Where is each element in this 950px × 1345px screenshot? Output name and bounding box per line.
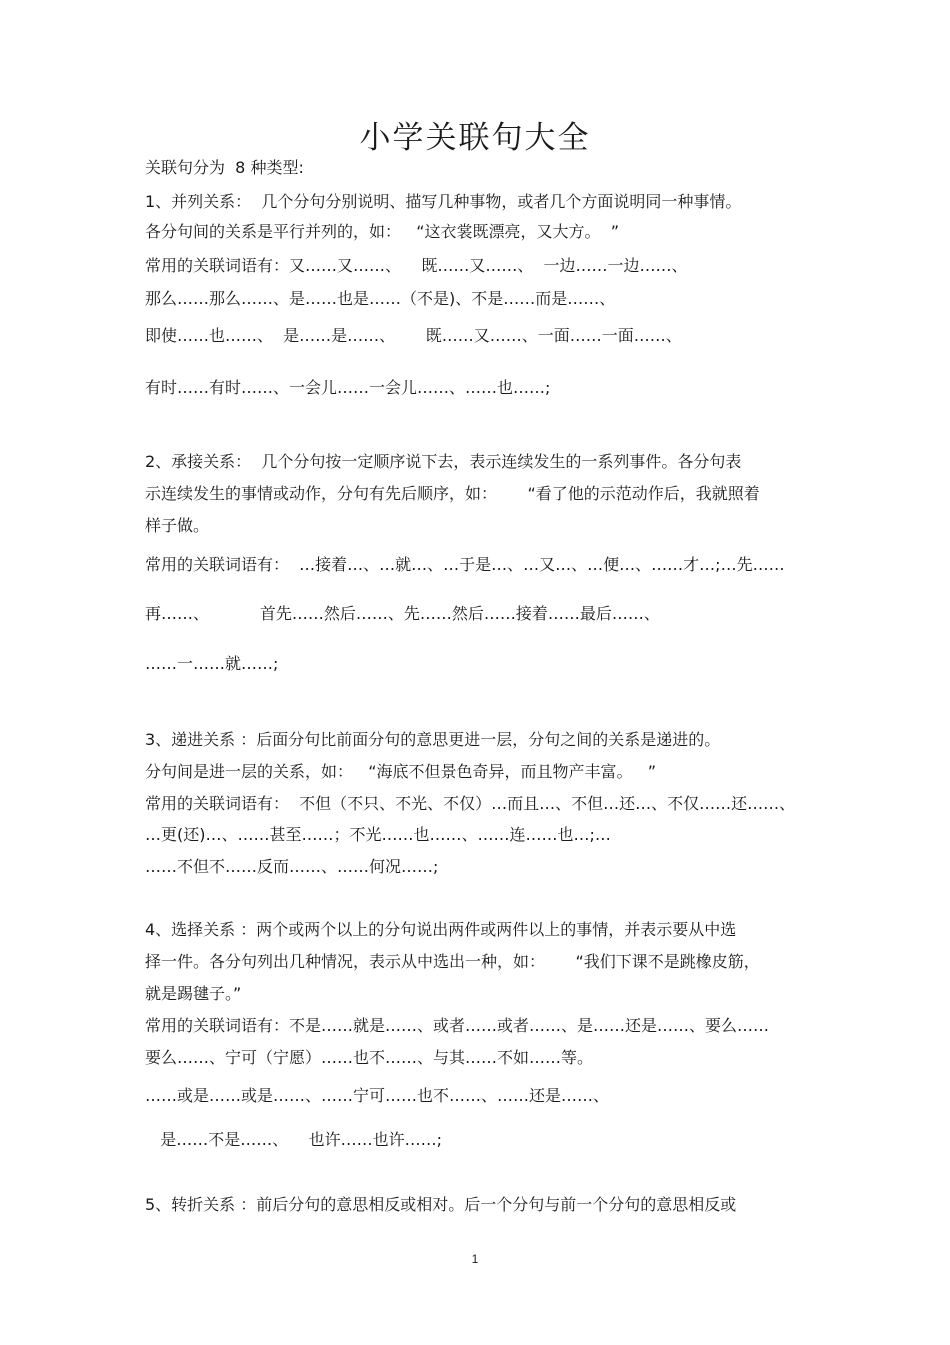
section-1-line-2: 各分句间的关系是平行并列的，如： “这衣裳既漂亮，又大方。 ” xyxy=(145,222,620,241)
section-4-line-3: 就是踢毽子。” xyxy=(145,984,242,1003)
section-4-line-2: 择一件。各分句列出几种情况，表示从中选出一种，如： “我们下课不是跳橡皮筋， xyxy=(145,952,760,971)
section-2-line-5: 再……、 首先……然后……、先……然后……接着……最后……、 xyxy=(145,604,660,623)
section-3-line-4: …更(还)…、……甚至……；不光……也……、……连……也…;… xyxy=(145,825,611,844)
section-1-line-3: 常用的关联词语有：又……又……、 既……又……、 一边……一边……、 xyxy=(145,256,688,275)
section-3-line-5: ……不但不……反而……、……何况……; xyxy=(145,857,439,876)
section-3-line-3: 常用的关联词语有： 不但（不只、不光、不仅）…而且…、不但…还…、不仅……还……、 xyxy=(145,794,796,813)
section-4-line-4: 常用的关联词语有：不是……就是……、或者……或者……、是……还是……、要么…… xyxy=(145,1016,770,1035)
page-number: 1 xyxy=(471,1252,479,1266)
section-3-line-2: 分句间是进一层的关系，如： “海底不但景色奇异，而且物产丰富。 ” xyxy=(145,762,657,781)
section-1-line-1: 1、并列关系： 几个分句分别说明、描写几种事物，或者几个方面说明同一种事情。 xyxy=(145,192,742,211)
section-4-line-6: ……或是……或是……、……宁可……也不……、……还是……、 xyxy=(145,1086,610,1105)
section-5-line-1: 5、转折关系 ：前后分句的意思相反或相对。后一个分句与前一个分句的意思相反或 xyxy=(145,1195,737,1214)
section-2-line-4: 常用的关联词语有： …接着…、…就…、…于是…、…又…、…便…、……才…;…先…… xyxy=(145,555,785,574)
section-1-line-6: 有时……有时……、一会儿……一会儿……、……也……; xyxy=(145,378,551,397)
section-2-line-2: 示连续发生的事情或动作，分句有先后顺序，如： “看了他的示范动作后，我就照着 xyxy=(145,484,760,503)
document-title: 小学关联句大全 xyxy=(359,120,591,156)
section-3-line-1: 3、递进关系 ：后面分句比前面分句的意思更进一层，分句之间的关系是递进的。 xyxy=(145,730,721,749)
section-2-line-3: 样子做。 xyxy=(145,516,210,535)
section-1-line-5: 即使……也……、 是……是……、 既……又……、一面……一面……、 xyxy=(145,326,682,345)
section-4-line-7: 是……不是……、 也许……也许……; xyxy=(145,1130,442,1149)
intro-line: 关联句分为 8 种类型: xyxy=(145,158,304,177)
section-2-line-1: 2、承接关系： 几个分句按一定顺序说下去，表示连续发生的一系列事件。各分句表 xyxy=(145,452,742,471)
section-4-line-1: 4、选择关系 ：两个或两个以上的分句说出两件或两件以上的事情，并表示要从中选 xyxy=(145,920,737,939)
section-2-line-6: ……一……就……; xyxy=(145,654,279,673)
section-4-line-5: 要么……、宁可（宁愿）……也不……、与其……不如……等。 xyxy=(145,1048,594,1067)
section-1-line-4: 那么……那么……、是……也是……（不是)、不是……而是……、 xyxy=(145,289,616,308)
